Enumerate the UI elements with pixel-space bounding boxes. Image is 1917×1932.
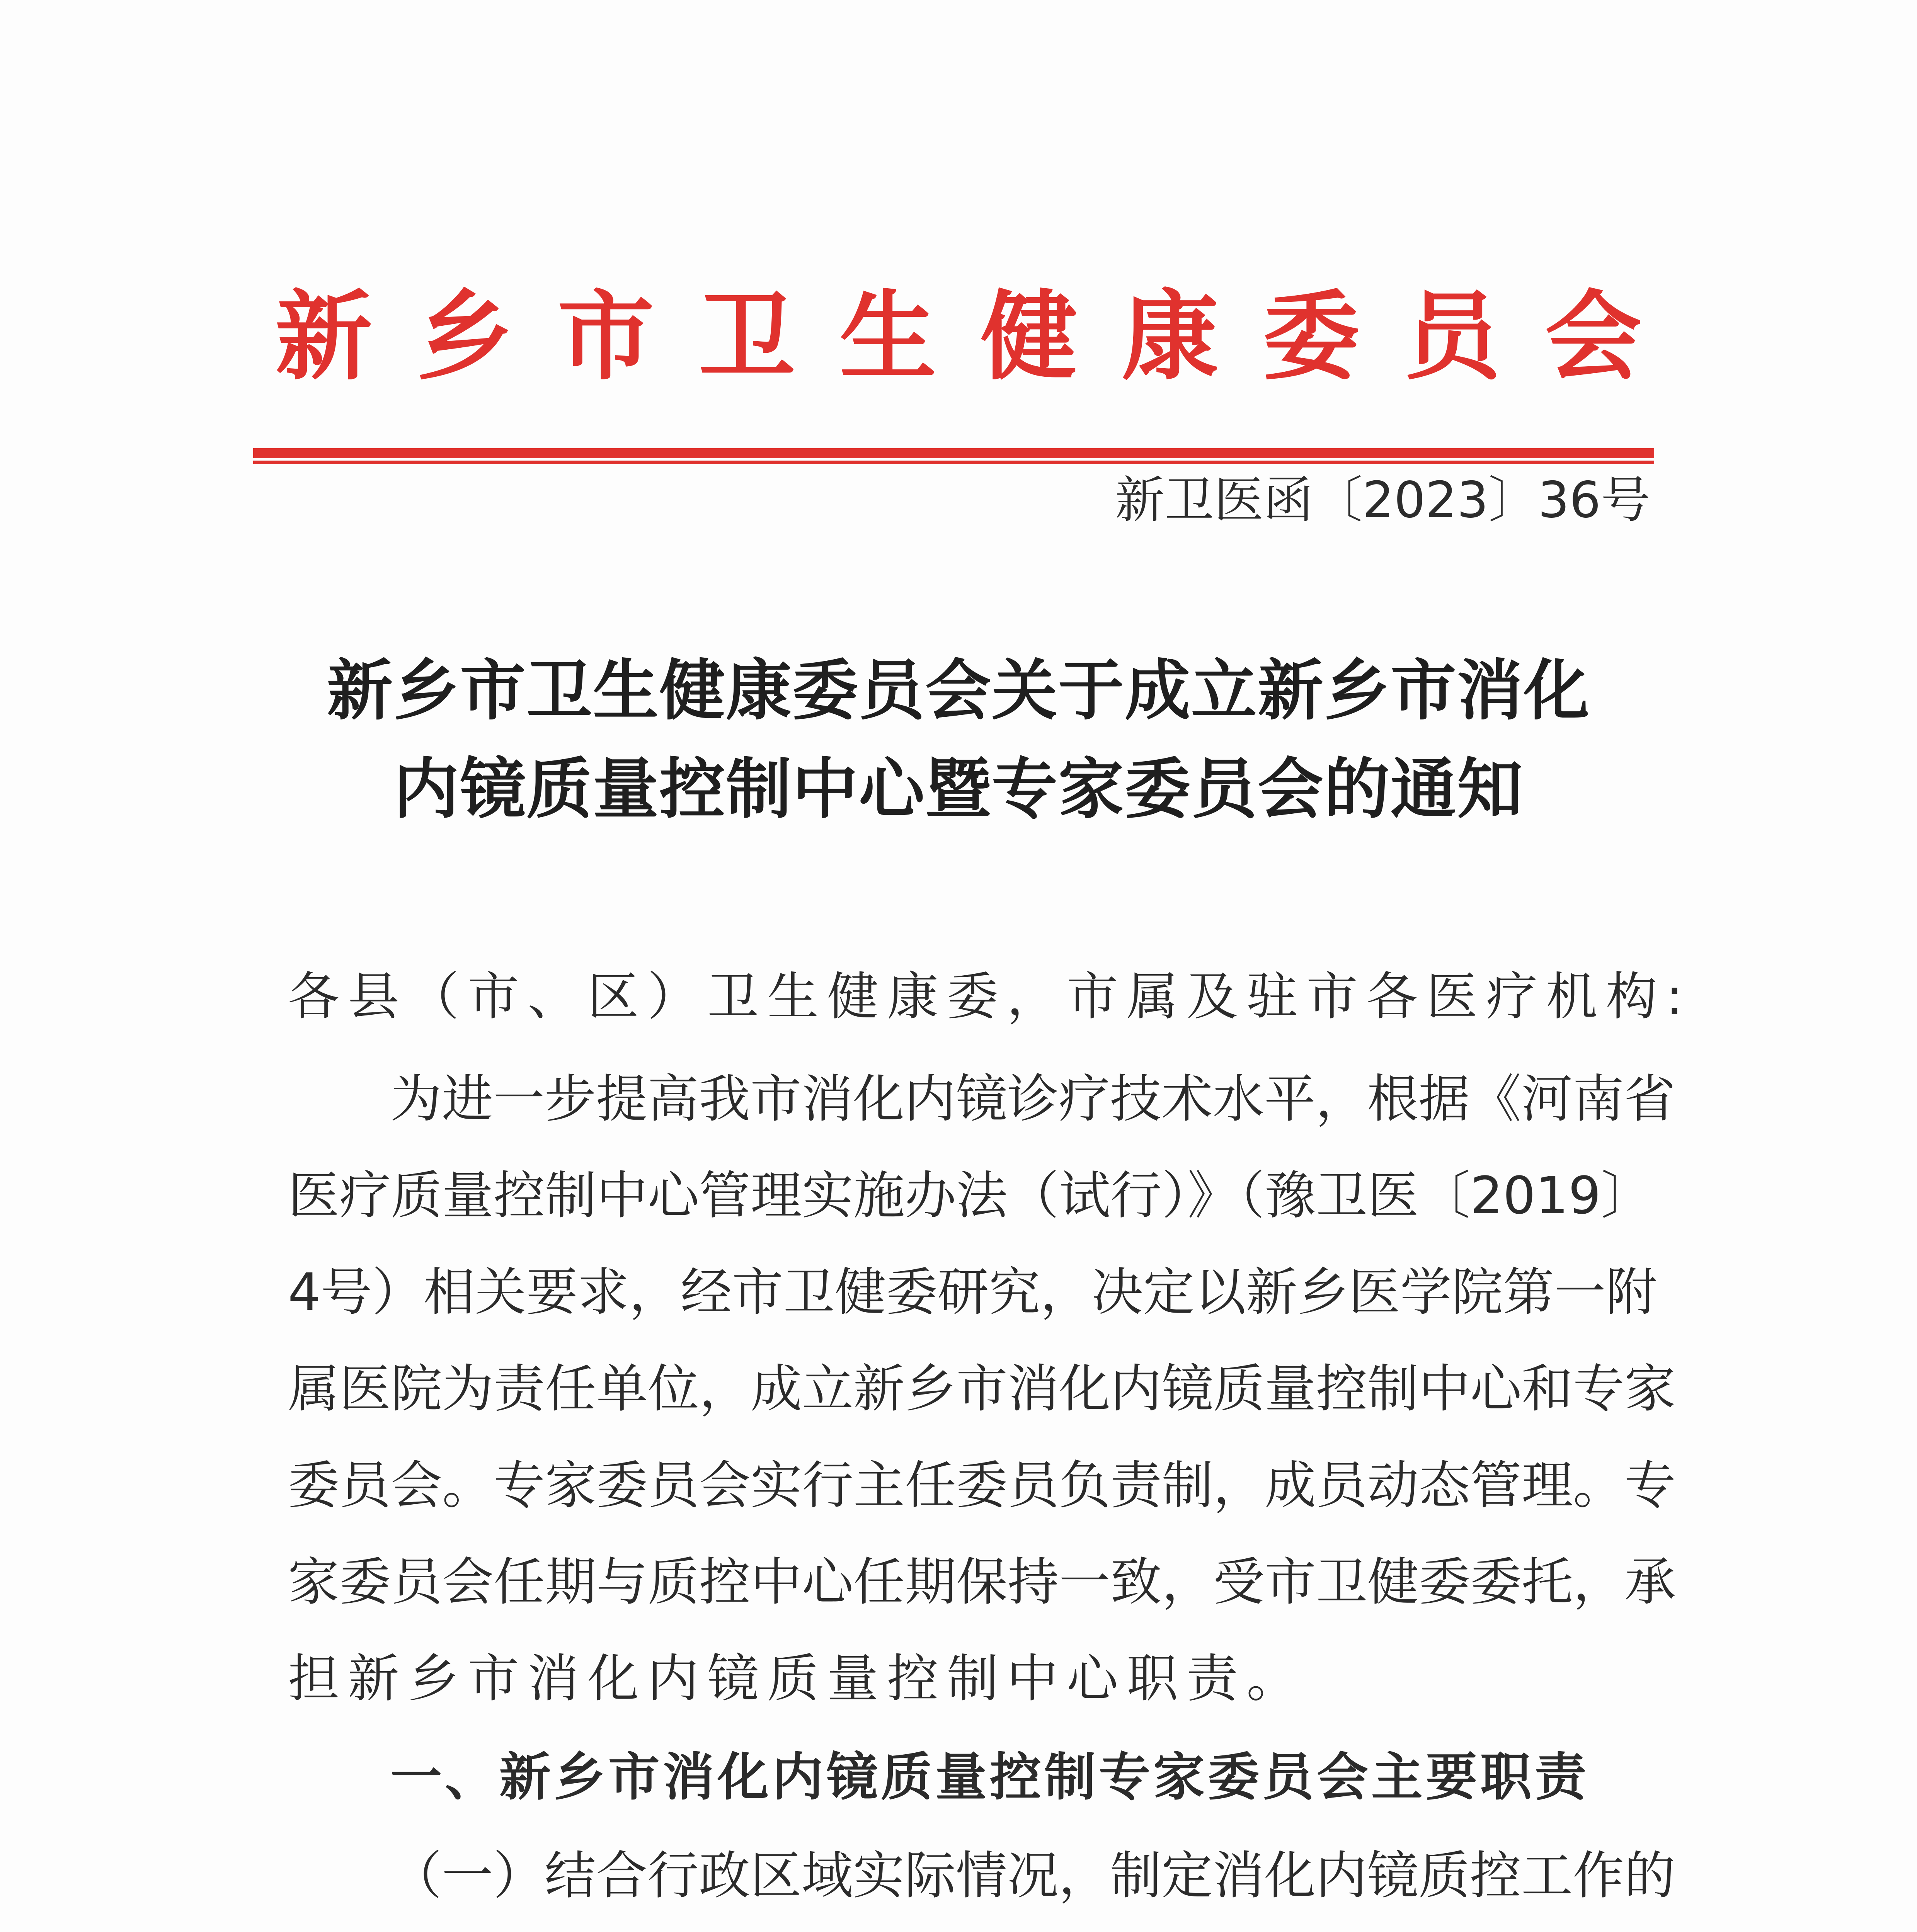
paragraph-1-line: 为进一步提高我市消化内镜诊疗技术水平，根据《河南省	[390, 1070, 1675, 1129]
document-title	[193, 641, 1724, 838]
document-number: 新卫医函〔2023〕36号	[1115, 471, 1650, 529]
document-title-line-2: 内镜质量控制中心暨专家委员会的通知	[393, 750, 1524, 828]
section-1-heading: 一、新乡市消化内镜质量控制专家委员会主要职责	[390, 1748, 1589, 1807]
paragraph-1-line: 家委员会任期与质控中心任期保持一致，受市卫健委委托，承	[288, 1553, 1676, 1612]
paragraph-1-line: 担新乡市消化内镜质量控制中心职责。	[288, 1649, 1306, 1709]
header-red-rule-thin	[253, 461, 1654, 464]
salutation: 各县（市、区）卫生健康委，市属及驻市各医疗机构:	[288, 967, 1692, 1027]
item-1-line: （一）结合行政区域实际情况，制定消化内镜质控工作的	[390, 1846, 1675, 1906]
document-title-line-1: 新乡市卫生健康委员会关于成立新乡市消化	[327, 652, 1590, 729]
issuing-organization-title: 新乡市卫生健康委员会	[275, 279, 1686, 393]
paragraph-1-line: 委员会。专家委员会实行主任委员负责制，成员动态管理。专	[288, 1456, 1676, 1515]
header-red-rule-thick	[253, 448, 1654, 458]
paragraph-1-line: 属医院为责任单位，成立新乡市消化内镜质量控制中心和专家	[288, 1359, 1676, 1419]
paragraph-1-line: 4号）相关要求，经市卫健委研究，决定以新乡医学院第一附	[288, 1263, 1657, 1322]
paragraph-1-line: 医疗质量控制中心管理实施办法（试行）》（豫卫医〔2019〕	[288, 1166, 1653, 1226]
